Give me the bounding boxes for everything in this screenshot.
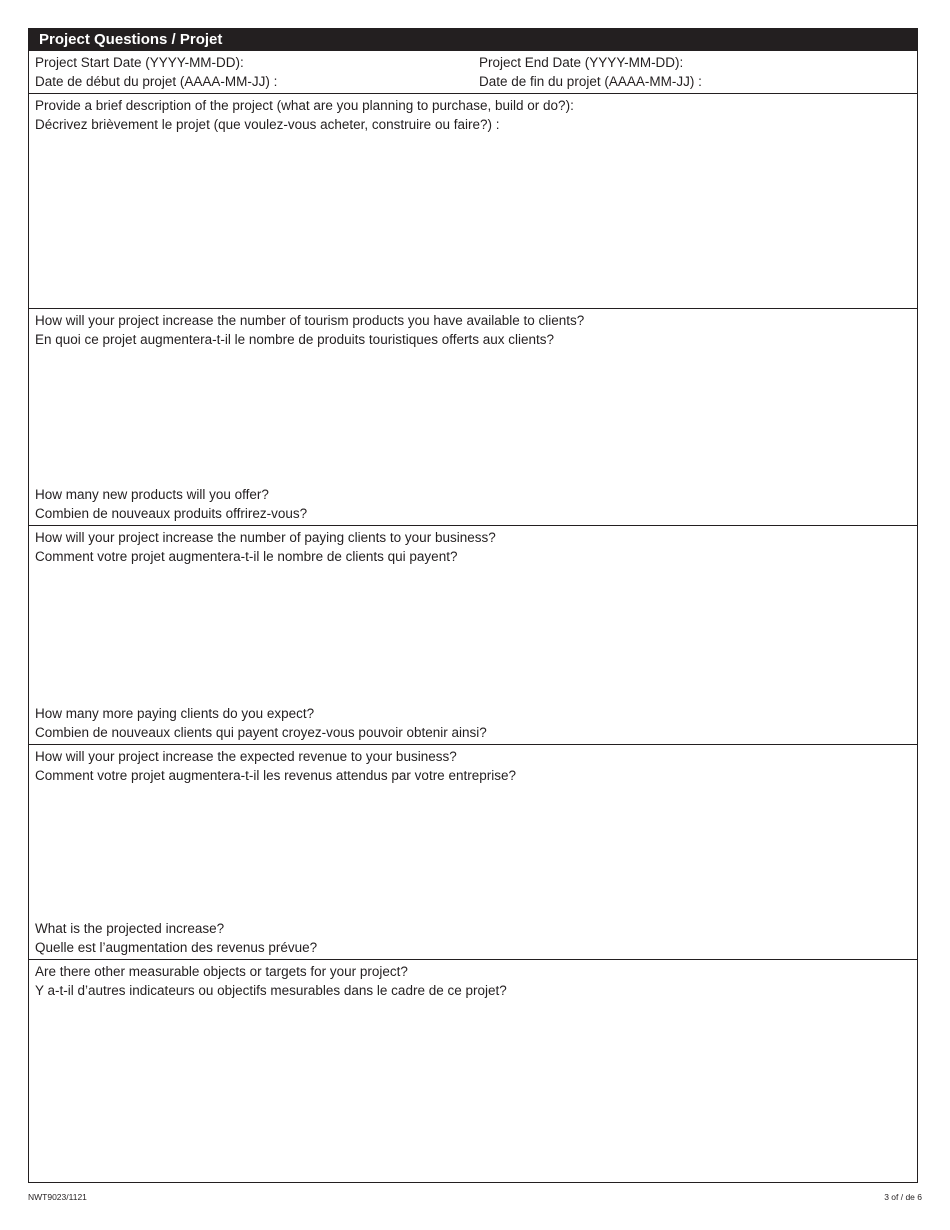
form-code: NWT9023/1121 <box>28 1192 87 1202</box>
start-date-label-fr: Date de début du projet (AAAA-MM-JJ) : <box>35 74 278 89</box>
products-question-fr: En quoi ce projet augmentera-t-il le nombre de produits touristiques offerts aux clients? <box>35 332 555 347</box>
clients-field[interactable] <box>29 525 917 744</box>
clients-subquestion-en: How many more paying clients do you expect? <box>35 706 315 721</box>
clients-question-en: How will your project increase the number of paying clients to your business? <box>35 530 496 545</box>
clients-subquestion-fr: Combien de nouveaux clients qui payent croyez-vous pouvoir obtenir ainsi? <box>35 725 487 740</box>
projected-increase-field[interactable] <box>29 917 323 957</box>
description-question-fr: Décrivez brièvement le projet (que voulez-vous acheter, construire ou faire?) : <box>35 117 500 132</box>
products-subquestion-fr: Combien de nouveaux produits offrirez-vous? <box>35 506 308 521</box>
start-date-field[interactable] <box>29 51 473 93</box>
products-subquestion-en: How many new products will you offer? <box>35 487 269 502</box>
clients-question-fr: Comment votre projet augmentera-t-il le nombre de clients qui payent? <box>35 549 458 564</box>
targets-field[interactable] <box>29 959 917 1182</box>
page-number: 3 of / de 6 <box>884 1192 922 1202</box>
description-field[interactable] <box>29 93 917 308</box>
revenue-subquestion-en: What is the projected increase? <box>35 921 225 936</box>
project-questions-form <box>28 28 918 1183</box>
targets-question-en: Are there other measurable objects or targets for your project? <box>35 964 408 979</box>
products-question-en: How will your project increase the number of tourism products you have available to clients? <box>35 313 585 328</box>
products-field[interactable] <box>29 308 917 525</box>
start-date-label-en: Project Start Date (YYYY-MM-DD): <box>35 55 244 70</box>
revenue-question-en: How will your project increase the expected revenue to your business? <box>35 749 457 764</box>
description-question-en: Provide a brief description of the project (what are you planning to purchase, build or do?): <box>35 98 574 113</box>
revenue-field[interactable] <box>29 744 917 959</box>
more-clients-count-field[interactable] <box>29 702 493 742</box>
section-title: Project Questions / Projet <box>29 29 917 51</box>
project-dates-row <box>29 51 917 93</box>
end-date-field[interactable] <box>473 51 917 93</box>
new-products-count-field[interactable] <box>29 483 313 523</box>
end-date-label-en: Project End Date (YYYY-MM-DD): <box>479 55 684 70</box>
revenue-question-fr: Comment votre projet augmentera-t-il les revenus attendus par votre entreprise? <box>35 768 516 783</box>
targets-question-fr: Y a-t-il d’autres indicateurs ou objectifs mesurables dans le cadre de ce projet? <box>35 983 507 998</box>
revenue-subquestion-fr: Quelle est l’augmentation des revenus prévue? <box>35 940 318 955</box>
end-date-label-fr: Date de fin du projet (AAAA-MM-JJ) : <box>479 74 702 89</box>
